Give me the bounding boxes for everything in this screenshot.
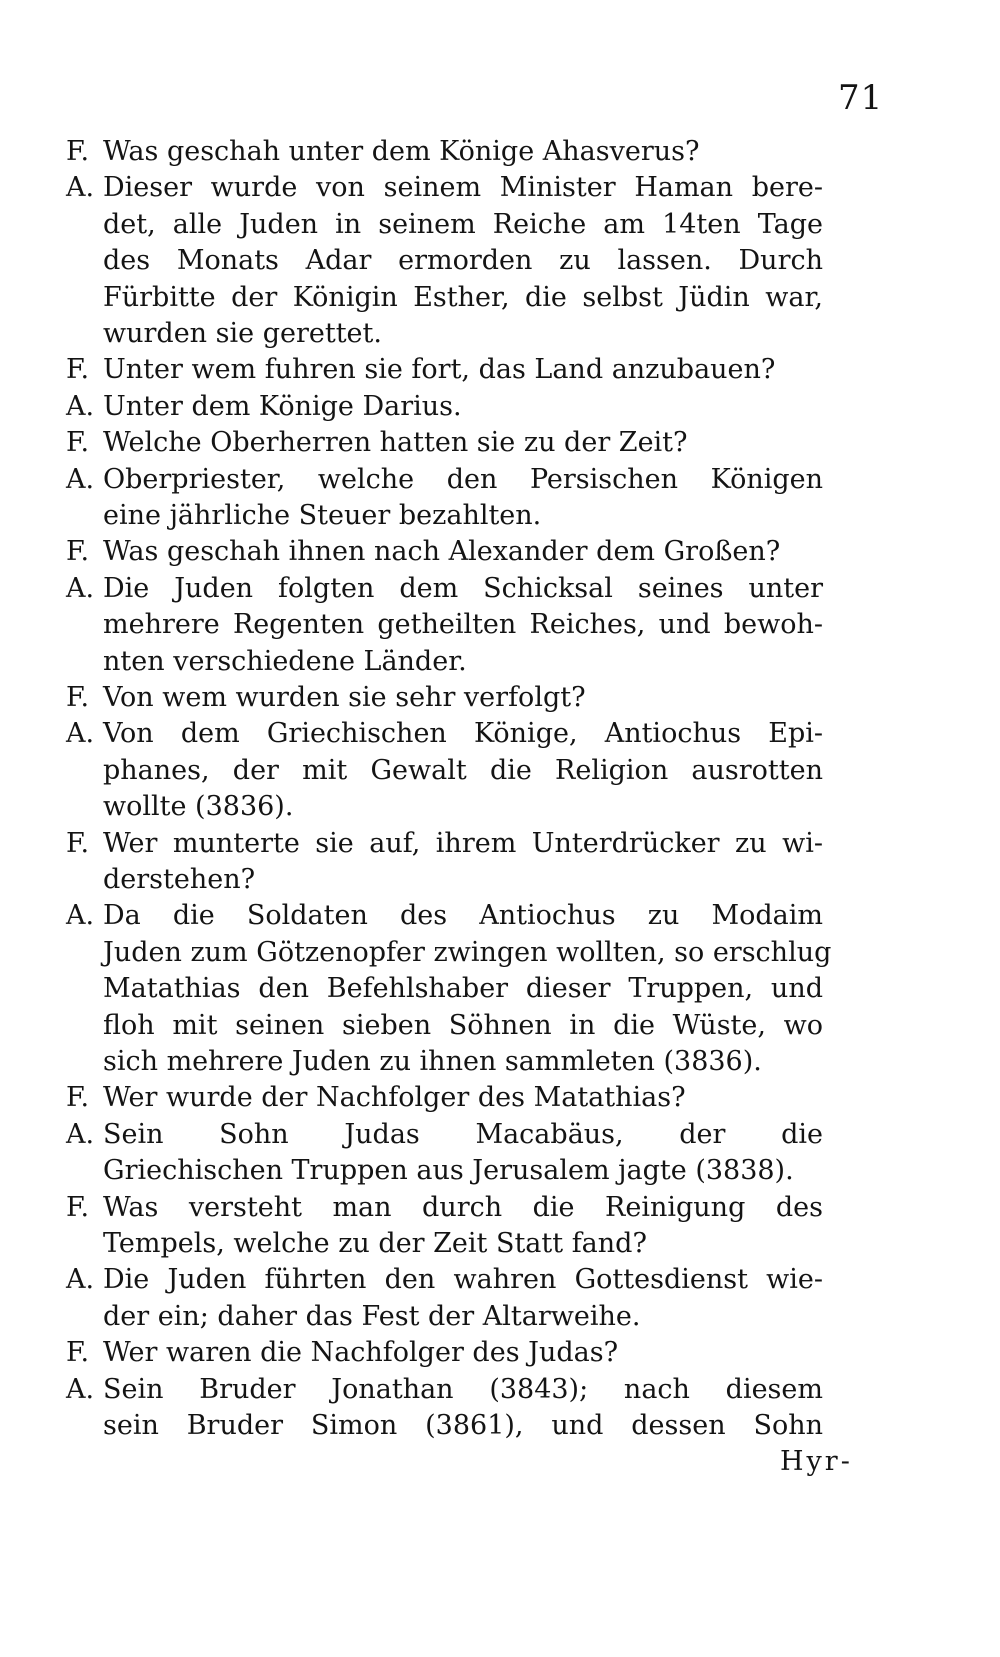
line-marker: F.: [66, 427, 90, 459]
text-line: Unter wem fuhren sie fort, das Land anzubauen?: [103, 354, 776, 386]
text-line: Die Juden folgten dem Schicksal seines unter: [103, 572, 823, 604]
text-line: Was geschah ihnen nach Alexander dem Großen?: [103, 536, 781, 568]
line-marker: A.: [66, 718, 95, 750]
text-line: mehrere Regenten getheilten Reiches, und bewoh-: [103, 609, 823, 641]
text-line: Was versteht man durch die Reinigung des: [103, 1191, 823, 1223]
text-line: floh mit seinen sieben Söhnen in die Wüste, wo: [103, 1009, 823, 1041]
line-marker: F.: [66, 136, 90, 167]
line-marker: F.: [66, 1191, 90, 1223]
line-marker: A.: [66, 1264, 95, 1296]
text-line: Oberpriester, welche den Persischen Königen: [103, 463, 823, 495]
text-line: sein Bruder Simon (3861), und dessen Sohn: [103, 1410, 823, 1441]
text-line: Von dem Griechischen Könige, Antiochus Epi-: [103, 718, 823, 750]
line-marker: A.: [66, 1373, 95, 1405]
line-marker: F.: [66, 1337, 90, 1369]
text-line: des Monats Adar ermorden zu lassen. Durch: [103, 245, 823, 277]
line-marker: F.: [66, 1082, 90, 1114]
text-line: wurden sie gerettet.: [103, 318, 382, 349]
text-line: Dieser wurde von seinem Minister Haman bere-: [103, 172, 823, 204]
page-number: 71: [838, 78, 884, 118]
text-line: Fürbitte der Königin Esther, die selbst Jüdin war,: [103, 281, 823, 313]
line-marker: A.: [66, 900, 95, 932]
line-marker: F.: [66, 682, 90, 713]
line-marker: F.: [66, 827, 90, 859]
text-line: Wer waren die Nachfolger des Judas?: [103, 1337, 619, 1369]
text-line: Griechischen Truppen aus Jerusalem jagte (3838).: [103, 1155, 794, 1187]
text-line: Sein Bruder Jonathan (3843); nach diesem: [103, 1373, 823, 1405]
text-line: nten verschiedene Länder.: [103, 645, 467, 677]
text-line: Juden zum Götzenopfer zwingen wollten, so erschlug: [103, 936, 832, 968]
line-marker: A.: [66, 1118, 95, 1150]
text-line: Da die Soldaten des Antiochus zu Modaim: [103, 900, 823, 932]
text-line: Sein Sohn Judas Macabäus, der die: [103, 1118, 823, 1150]
text-line: Tempels, welche zu der Zeit Statt fand?: [103, 1228, 647, 1259]
text-line: derstehen?: [103, 864, 256, 895]
text-line: Matathias den Befehlshaber dieser Truppen, und: [103, 973, 823, 1005]
text-line: eine jährliche Steuer bezahlten.: [103, 500, 542, 531]
text-line: Wer munterte sie auf, ihrem Unterdrücker zu wi-: [103, 827, 823, 859]
text-line: sich mehrere Juden zu ihnen sammleten (3836).: [103, 1046, 762, 1077]
text-line: Wer wurde der Nachfolger des Matathias?: [103, 1082, 686, 1114]
line-marker: F.: [66, 354, 90, 386]
text-line: det, alle Juden in seinem Reiche am 14ten Tage: [103, 208, 823, 240]
line-marker: A.: [66, 172, 95, 204]
line-marker: A.: [66, 572, 95, 604]
text-line: Von wem wurden sie sehr verfolgt?: [103, 682, 586, 713]
line-marker: A.: [66, 390, 95, 422]
text-line: wollte (3836).: [103, 791, 294, 823]
text-line: Unter dem Könige Darius.: [103, 390, 462, 422]
text-line: Die Juden führten den wahren Gottesdienst wie-: [103, 1264, 823, 1296]
line-marker: A.: [66, 463, 95, 495]
text-line: Was geschah unter dem Könige Ahasverus?: [103, 136, 700, 167]
catchword: Hyr-: [780, 1446, 853, 1478]
text-line: der ein; daher das Fest der Altarweihe.: [103, 1300, 641, 1332]
text-line: phanes, der mit Gewalt die Religion ausrotten: [103, 754, 823, 786]
text-line: Welche Oberherren hatten sie zu der Zeit?: [103, 427, 688, 459]
line-marker: F.: [66, 536, 90, 568]
